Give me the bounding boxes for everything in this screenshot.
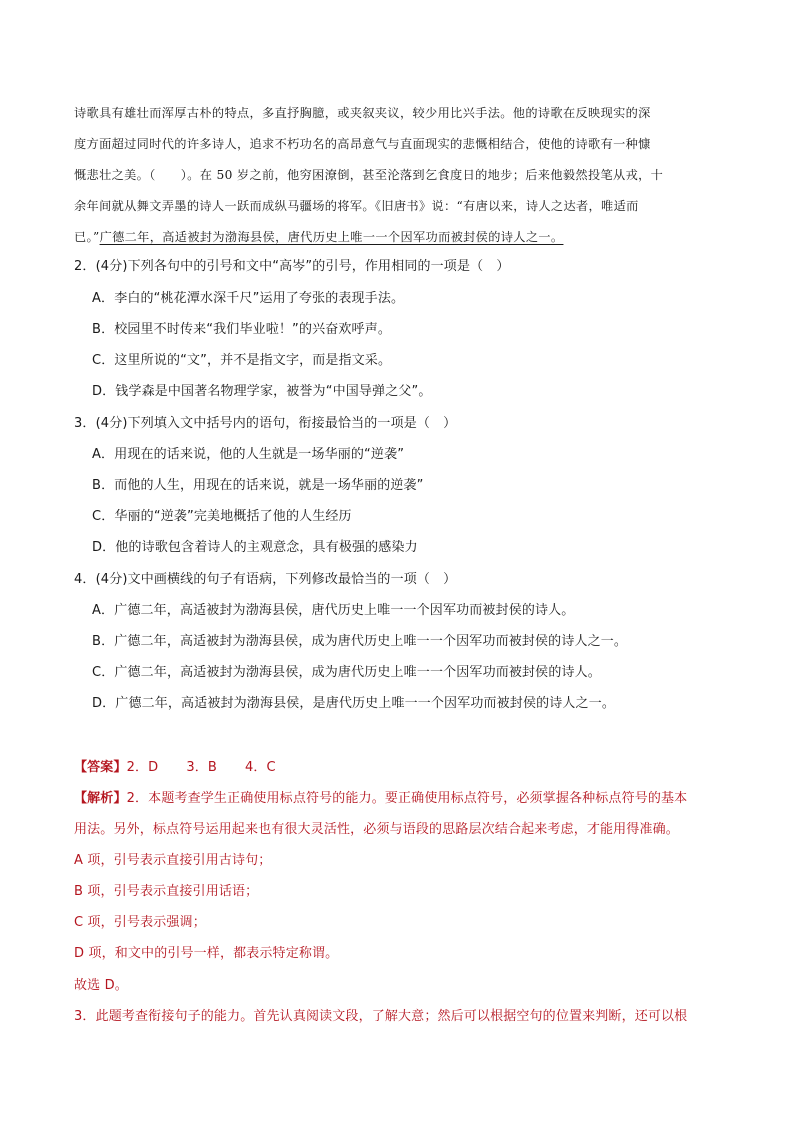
question-2-stem: 2．(4分)下列各句中的引号和文中“高岑”的引号，作用相同的一项是（ ） (74, 259, 510, 274)
question-3-option-b: B．而他的人生，用现在的话来说，就是一场华丽的逆袭” (92, 478, 424, 493)
analysis-line: B 项，引号表示直接引用话语； (74, 884, 259, 899)
analysis-line: 用法。另外，标点符号运用起来也有很大灵活性，必须与语段的思路层次结合起来考虑，才能用得准确。 (74, 822, 679, 837)
analysis-text: 2．本题考查学生正确使用标点符号的能力。要正确使用标点符号，必须掌握各种标点符号的基本 (126, 791, 688, 806)
question-3-option-c: C．华丽的“逆袭”完美地概括了他的人生经历 (92, 509, 352, 524)
question-2-option-a: A．李白的“桃花潭水深千尺”运用了夸张的表现手法。 (92, 291, 405, 306)
question-3-stem: 3．(4分)下列填入文中括号内的语句，衔接最恰当的一项是（ ） (74, 416, 457, 431)
passage-line: 余年间就从舞文弄墨的诗人一跃而成纵马疆场的将军。《旧唐书》说：“有唐以来，诗人之达者，唯适而 (74, 199, 639, 213)
question-2-option-c: C．这里所说的“文”，并不是指文字，而是指文采。 (92, 353, 392, 368)
question-3-option-d: D．他的诗歌包含着诗人的主观意念，具有极强的感染力 (92, 540, 418, 555)
analysis-line: D 项，和文中的引号一样，都表示特定称谓。 (74, 946, 339, 961)
passage-line-last (74, 228, 563, 246)
question-4-stem: 4．(4分)文中画横线的句子有语病，下列修改最恰当的一项（ ） (74, 572, 457, 587)
question-2-option-d: D．钱学森是中国著名物理学家，被誉为“中国导弹之父”。 (92, 384, 432, 399)
question-4-option-c: C．广德二年，高适被封为渤海县侯，成为唐代历史上唯一一个因军功而被封侯的诗人。 (92, 665, 601, 680)
underlined-sentence: 广德二年，高适被封为渤海县侯，唐代历史上唯一一个因军功而被封侯的诗人之一。 (99, 230, 564, 244)
answer-item: 3．B (186, 760, 217, 775)
passage-line: 度方面超过同时代的许多诗人，追求不朽功名的高昂意气与直面现实的悲慨相结合，使他的诗歌有一种慷 (74, 137, 651, 151)
question-4-option-d: D．广德二年，高适被封为渤海县侯，是唐代历史上唯一一个因军功而被封侯的诗人之一。 (92, 696, 616, 711)
passage-last-plain: 已。” (74, 230, 100, 244)
answer-item: 2．D (126, 760, 159, 775)
analysis-line: 3．此题考查衔接句子的能力。首先认真阅读文段，了解大意；然后可以根据空句的位置来判断，还可以根 (74, 1009, 688, 1024)
passage-line: 诗歌具有雄壮而浑厚古朴的特点，多直抒胸臆，或夹叙夹议，较少用比兴手法。他的诗歌在反映现实的深 (74, 106, 651, 120)
analysis-first-line (74, 790, 687, 808)
answer-line (74, 759, 276, 777)
analysis-line: 故选 D。 (74, 978, 128, 993)
question-4-option-a: A．广德二年，高适被封为渤海县侯，唐代历史上唯一一个因军功而被封侯的诗人。 (92, 603, 575, 618)
question-3-option-a: A．用现在的话来说，他的人生就是一场华丽的“逆袭” (92, 447, 405, 462)
passage-line: 慨悲壮之美。（ ）。在 50 岁之前，他穷困潦倒，甚至沦落到乞食度日的地步；后来他毅然投笔从戎，十 (74, 168, 664, 182)
answer-item: 4．C (244, 760, 276, 775)
question-4-option-b: B．广德二年，高适被封为渤海县侯，成为唐代历史上唯一一个因军功而被封侯的诗人之一。 (92, 634, 628, 649)
analysis-tag: 【解析】 (74, 791, 127, 806)
question-2-option-b: B．校园里不时传来“我们毕业啦！”的兴奋欢呼声。 (92, 322, 391, 337)
answer-tag: 【答案】 (74, 760, 127, 775)
analysis-line: A 项，引号表示直接引用古诗句； (74, 853, 272, 868)
analysis-line: C 项，引号表示强调； (74, 915, 206, 930)
